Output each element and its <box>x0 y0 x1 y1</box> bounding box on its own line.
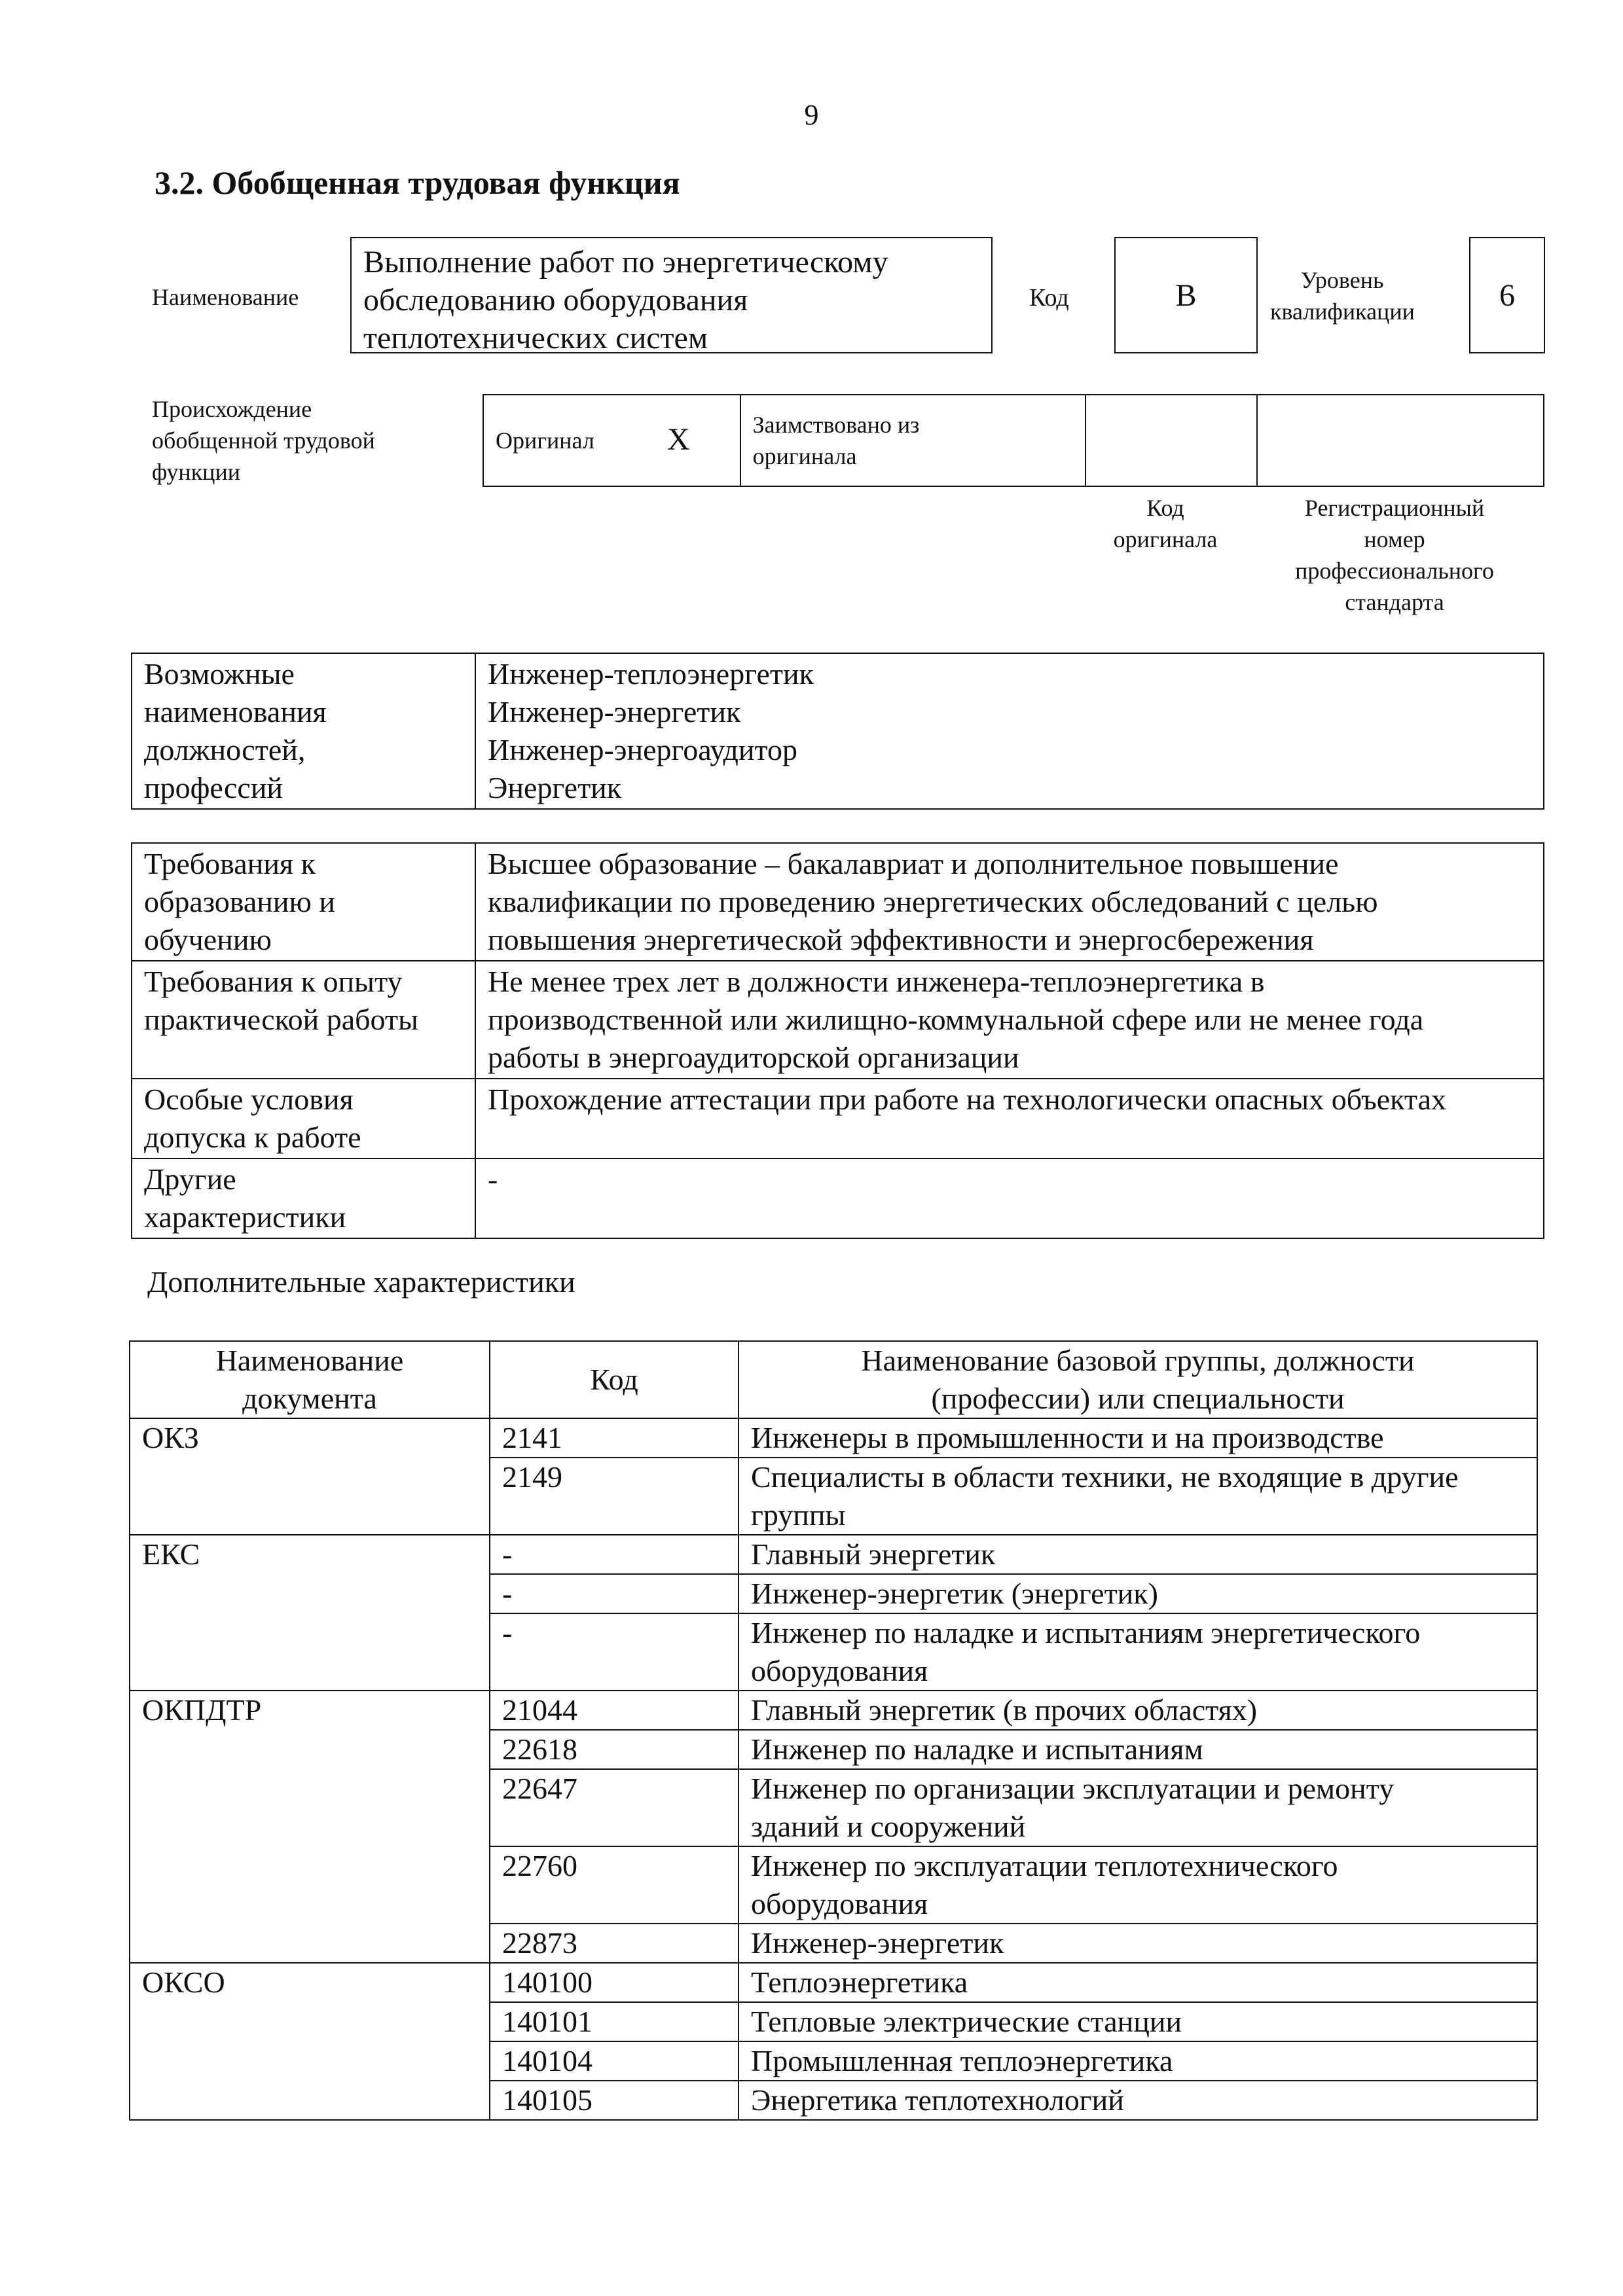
doc-cell: ЕКС <box>130 1535 490 1574</box>
requirement-row <box>132 961 1544 1079</box>
doc-cell: ОКЗ <box>130 1418 490 1458</box>
original-cell <box>483 395 740 486</box>
function-name-line: Выполнение работ по энергетическому <box>363 245 888 279</box>
reg-number-caption <box>1247 492 1542 618</box>
doc-cell <box>130 1846 490 1924</box>
origin-label-line: обобщенной трудовой <box>152 427 375 454</box>
group-name-cell <box>739 1418 1537 1458</box>
requirement-label-line: Требования к опыту <box>144 965 403 998</box>
origin-table <box>483 394 1544 487</box>
requirement-value <box>475 961 1544 1079</box>
code-cell: 140100 <box>490 1963 739 2002</box>
requirement-label <box>132 961 475 1079</box>
requirement-label-line: Особые условия <box>144 1083 354 1116</box>
doc-cell <box>130 1613 490 1691</box>
group-name-line: Инженер по наладке и испытаниям энергетического <box>751 1616 1421 1649</box>
origin-label-line: Происхождение <box>152 396 312 422</box>
table-row <box>130 1691 1537 1730</box>
requirement-row <box>132 843 1544 961</box>
group-name-cell <box>739 1963 1537 2002</box>
table-row <box>130 1730 1537 1769</box>
requirement-label-line: характеристики <box>144 1200 346 1234</box>
doc-cell <box>130 2002 490 2041</box>
group-name-cell <box>739 2041 1537 2081</box>
table-row <box>130 1535 1537 1574</box>
original-mark: X <box>667 422 690 457</box>
code-cell: 2149 <box>490 1458 739 1535</box>
code-cell: 22618 <box>490 1730 739 1769</box>
reg-number-caption-line: стандарта <box>1345 589 1444 615</box>
name-label: Наименование <box>152 284 299 310</box>
requirement-value-line: Не менее трех лет в должности инженера-теплоэнергетика в <box>488 965 1265 998</box>
page-number: 9 <box>804 99 819 131</box>
group-name-cell <box>739 1691 1537 1730</box>
header-group-line: Наименование базовой группы, должности <box>861 1344 1415 1377</box>
position-item: Инженер-энергетик <box>488 695 741 728</box>
code-original-caption-line: Код <box>1146 495 1184 521</box>
reg-number-caption-line: номер <box>1364 526 1425 552</box>
group-name-cell <box>739 1769 1537 1846</box>
table-row <box>130 1963 1537 2002</box>
table-row <box>130 2081 1537 2120</box>
group-name-line: Промышленная теплоэнергетика <box>751 2044 1173 2077</box>
group-name-line: оборудования <box>751 1887 928 1920</box>
group-name-line: Инженер-энергетик (энергетик) <box>751 1577 1158 1610</box>
group-name-line: Инженер-энергетик <box>751 1926 1004 1960</box>
additional-title: Дополнительные характеристики <box>147 1265 575 1299</box>
additional-header-row <box>130 1341 1537 1418</box>
positions-label-line: Возможные <box>144 657 295 691</box>
original-label: Оригинал <box>496 427 594 454</box>
header-group-line: (профессии) или специальности <box>931 1382 1345 1415</box>
code-box <box>1114 237 1258 353</box>
table-row <box>130 1418 1537 1458</box>
level-value: 6 <box>1499 278 1515 313</box>
code-cell: 22647 <box>490 1769 739 1846</box>
doc-cell <box>130 1574 490 1613</box>
requirement-label-line: обучению <box>144 923 272 956</box>
requirement-label <box>132 1079 475 1158</box>
group-name-line: Теплоэнергетика <box>751 1965 968 1999</box>
table-row <box>130 1574 1537 1613</box>
doc-cell <box>130 1769 490 1846</box>
group-name-line: оборудования <box>751 1654 928 1687</box>
group-name-cell <box>739 1846 1537 1924</box>
borrowed-label-line: Заимствовано из <box>752 412 920 438</box>
requirement-label-line: допуска к работе <box>144 1121 361 1154</box>
code-cell: 140101 <box>490 2002 739 2041</box>
section-title: 3.2. Обобщенная трудовая функция <box>155 164 680 201</box>
doc-cell <box>130 1458 490 1535</box>
group-name-cell <box>739 1458 1537 1535</box>
requirement-value <box>475 843 1544 961</box>
header-doc-line: документа <box>242 1382 377 1415</box>
requirement-label-line: Другие <box>144 1162 236 1196</box>
group-name-line: Главный энергетик <box>751 1537 996 1571</box>
requirement-label-line: практической работы <box>144 1003 418 1036</box>
requirement-label <box>132 843 475 961</box>
requirement-value-line: квалификации по проведению энергетических обследований с целью <box>488 885 1378 918</box>
group-name-line: Главный энергетик (в прочих областях) <box>751 1693 1258 1727</box>
code-cell: 140105 <box>490 2081 739 2120</box>
group-name-line: Инженер по организации эксплуатации и ремонту <box>751 1772 1395 1805</box>
requirement-value-line: - <box>488 1162 498 1196</box>
level-label <box>1270 264 1414 327</box>
group-name-line: зданий и сооружений <box>751 1810 1026 1843</box>
group-name-cell <box>739 1535 1537 1574</box>
header-group <box>739 1341 1537 1418</box>
code-original-caption-line: оригинала <box>1113 526 1218 552</box>
reg-number-caption-line: профессионального <box>1295 558 1494 584</box>
code-label: Код <box>1029 284 1069 312</box>
header-doc-line: Наименование <box>215 1344 404 1377</box>
table-row <box>130 1613 1537 1691</box>
group-name-line: Специалисты в области техники, не входящие в другие <box>751 1460 1459 1494</box>
level-label-line: Уровень <box>1300 267 1384 293</box>
positions-label <box>132 653 475 809</box>
group-name-cell <box>739 1574 1537 1613</box>
group-name-cell <box>739 2081 1537 2120</box>
code-cell: - <box>490 1535 739 1574</box>
requirement-value-line: работы в энергоаудиторской организации <box>488 1041 1019 1074</box>
requirement-value-line: повышения энергетической эффективности и энергосбережения <box>488 923 1314 956</box>
group-name-cell <box>739 1924 1537 1963</box>
group-name-cell <box>739 1730 1537 1769</box>
doc-cell <box>130 2041 490 2081</box>
requirement-value-line: производственной или жилищно-коммунальной сфере или не менее года <box>488 1003 1424 1036</box>
code-cell: 22873 <box>490 1924 739 1963</box>
requirement-label-line: образованию и <box>144 885 335 918</box>
doc-cell: ОКСО <box>130 1963 490 2002</box>
code-cell: 140104 <box>490 2041 739 2081</box>
positions-label-line: наименования <box>144 695 327 728</box>
requirements-table <box>131 842 1544 1239</box>
table-row <box>130 1846 1537 1924</box>
reg-number-cell <box>1257 395 1544 486</box>
group-name-line: Инженер по наладке и испытаниям <box>751 1732 1203 1766</box>
borrowed-label-line: оригинала <box>752 443 857 469</box>
doc-cell: ОКПДТР <box>130 1691 490 1730</box>
table-row <box>130 1769 1537 1846</box>
requirement-row <box>132 1079 1544 1158</box>
position-item: Энергетик <box>488 771 622 804</box>
group-name-cell <box>739 2002 1537 2041</box>
requirement-value-line: Прохождение аттестации при работе на технологически опасных объектах <box>488 1083 1446 1116</box>
header-doc <box>130 1341 490 1418</box>
positions-label-line: должностей, <box>144 733 306 766</box>
code-cell: - <box>490 1574 739 1613</box>
function-name-box <box>350 237 993 353</box>
function-name-line: теплотехнических систем <box>363 321 708 355</box>
header-code: Код <box>490 1341 739 1418</box>
reg-number-caption-line: Регистрационный <box>1304 495 1485 521</box>
group-name-line: Тепловые электрические станции <box>751 2005 1182 2038</box>
positions-table <box>131 653 1544 810</box>
code-original-cell <box>1085 395 1257 486</box>
group-name-line: Энергетика теплотехнологий <box>751 2083 1124 2117</box>
requirement-label-line: Требования к <box>144 847 316 880</box>
code-cell: 22760 <box>490 1846 739 1924</box>
position-item: Инженер-энергоаудитор <box>488 733 797 766</box>
function-name-line: обследованию оборудования <box>363 283 748 317</box>
requirement-label <box>132 1158 475 1238</box>
requirement-value-line: Высшее образование – бакалавриат и дополнительное повышение <box>488 847 1339 880</box>
table-row <box>130 2041 1537 2081</box>
doc-cell <box>130 2081 490 2120</box>
group-name-line: Инженер по эксплуатации теплотехнического <box>751 1849 1338 1882</box>
group-name-cell <box>739 1613 1537 1691</box>
group-name-line: Инженеры в промышленности и на производстве <box>751 1421 1384 1454</box>
code-cell: 2141 <box>490 1418 739 1458</box>
level-label-line: квалификации <box>1270 298 1415 325</box>
additional-table <box>129 1340 1538 2121</box>
requirement-row <box>132 1158 1544 1238</box>
code-value: B <box>1175 278 1197 313</box>
group-name-line: группы <box>751 1498 846 1532</box>
table-row <box>130 2002 1537 2041</box>
origin-label <box>152 393 375 488</box>
level-box <box>1469 237 1545 353</box>
requirement-value <box>475 1079 1544 1158</box>
table-row <box>130 1924 1537 1963</box>
positions-label-line: профессий <box>144 771 283 804</box>
position-item: Инженер-теплоэнергетик <box>488 657 814 691</box>
positions-values <box>475 653 1544 809</box>
requirement-value <box>475 1158 1544 1238</box>
doc-cell <box>130 1730 490 1769</box>
code-original-caption <box>1087 492 1244 555</box>
table-row <box>130 1458 1537 1535</box>
doc-cell <box>130 1924 490 1963</box>
code-cell: 21044 <box>490 1691 739 1730</box>
code-cell: - <box>490 1613 739 1691</box>
origin-label-line: функции <box>152 459 240 485</box>
borrowed-cell <box>740 395 1085 486</box>
